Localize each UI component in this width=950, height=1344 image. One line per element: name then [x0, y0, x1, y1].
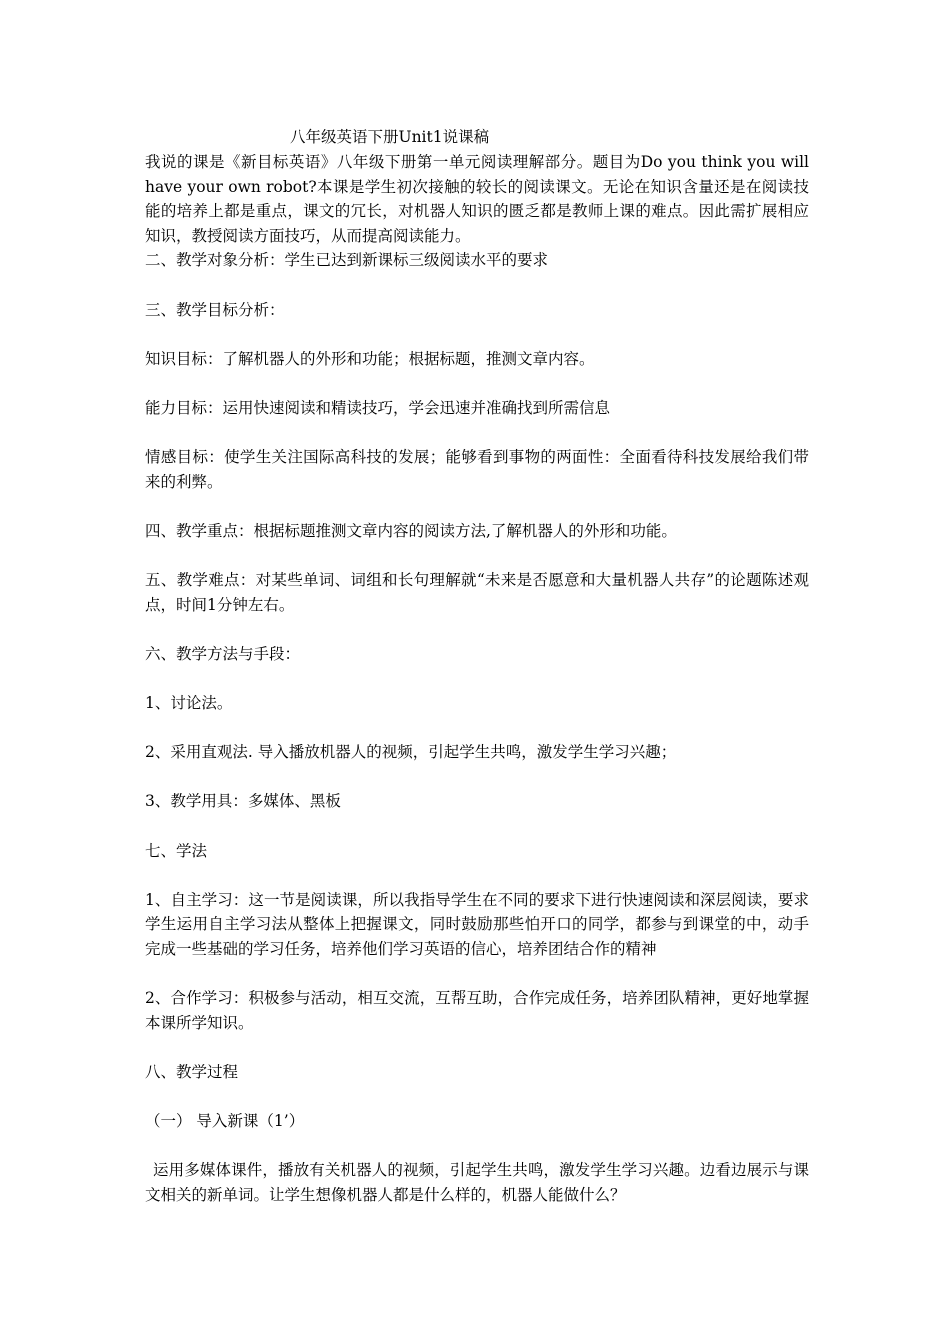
- method-item-3: 3、教学用具：多媒体、黑板: [145, 792, 341, 811]
- step-1-title: （一） 导入新课（1’）: [145, 1112, 305, 1131]
- paragraph-gap: [145, 544, 809, 569]
- paragraph-gap: [145, 814, 809, 839]
- paragraph-gap: [145, 1035, 809, 1060]
- paragraph-gap: [145, 617, 809, 642]
- ability-goal: 能力目标：运用快速阅读和精读技巧，学会迅速并准确找到所需信息: [145, 398, 611, 417]
- section-7-heading: 七、学法: [145, 841, 208, 860]
- document-title: 八年级英语下册Unit1说课稿: [290, 128, 490, 146]
- paragraph-gap: [145, 962, 809, 987]
- section-3-heading: 三、教学目标分析：: [145, 300, 285, 319]
- paragraph-gap: [145, 716, 809, 741]
- paragraph-gap: [145, 666, 809, 691]
- section-4-key-points: 四、教学重点：根据标题推测文章内容的阅读方法,了解机器人的外形和功能。: [145, 521, 677, 540]
- paragraph-gap: [145, 1134, 809, 1159]
- paragraph-gap: [145, 421, 809, 446]
- document-body: [145, 124, 809, 1208]
- knowledge-goal: 知识目标：了解机器人的外形和功能；根据标题，推测文章内容。: [145, 349, 595, 368]
- section-6-heading: 六、教学方法与手段：: [145, 644, 301, 663]
- method-item-2: 2、采用直观法. 导入播放机器人的视频，引起学生共鸣，激发学生学习兴趣；: [145, 743, 677, 762]
- section-2-heading: 二、教学对象分析：学生已达到新课标三级阅读水平的要求: [145, 251, 549, 270]
- learning-method-1: 1、自主学习：这一节是阅读课，所以我指导学生在不同的要求下进行快速阅读和深层阅读，要求学生运用自主学习法从整体上把握课文，同时鼓励那些怕开口的同学，都参与到课堂的中，动手完成一些基础的学习任务，培养他们学习英语的信心，培养团结合作的精神: [145, 890, 809, 958]
- intro-paragraph: 我说的课是《新目标英语》八年级下册第一单元阅读理解部分。题目为Do you think you will have your own robot?本课是学生初次接触的较长的阅读课文。无论在知识含量还是在阅读技能的培养上都是重点，课文的冗长，对机器人知识的匮乏都是教师上课的难点。因此需扩展相应知识，教授阅读方面技巧，从而提高阅读能力。: [145, 153, 809, 245]
- paragraph-gap: [145, 371, 809, 396]
- paragraph-gap: [145, 1085, 809, 1110]
- paragraph-gap: [145, 494, 809, 519]
- step-1-body: 运用多媒体课件，播放有关机器人的视频，引起学生共鸣，激发学生学习兴趣。边看边展示与课文相关的新单词。让学生想像机器人都是什么样的，机器人能做什么？: [145, 1161, 809, 1204]
- method-item-1: 1、讨论法。: [145, 694, 233, 713]
- emotion-goal: 情感目标：使学生关注国际高科技的发展；能够看到事物的两面性：全面看待科技发展给我们带来的利弊。: [145, 448, 809, 491]
- paragraph-gap: [145, 322, 809, 347]
- section-8-heading: 八、教学过程: [145, 1062, 239, 1081]
- paragraph-gap: [145, 765, 809, 790]
- section-5-difficulties: 五、教学难点：对某些单词、词组和长句理解就“未来是否愿意和大量机器人共存”的论题陈述观点，时间1分钟左右。: [145, 571, 809, 614]
- learning-method-2: 2、合作学习：积极参与活动，相互交流，互帮互助，合作完成任务，培养团队精神，更好地掌握本课所学知识。: [145, 989, 809, 1032]
- paragraph-gap: [145, 863, 809, 888]
- paragraph-gap: [145, 273, 809, 298]
